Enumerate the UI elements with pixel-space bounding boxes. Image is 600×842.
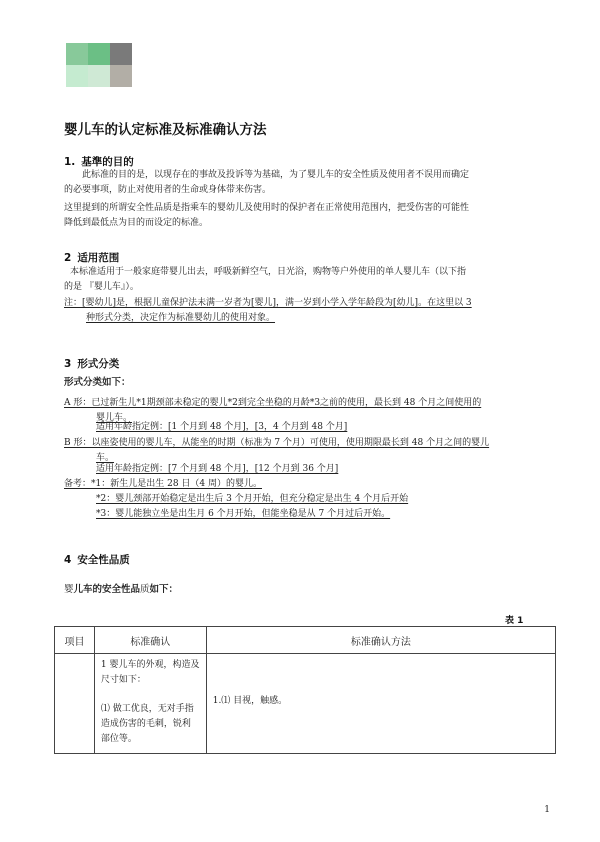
cell-method: 1.⑴ 目视，触感。 (206, 654, 555, 754)
s3-line: B 形：以座姿使用的婴儿车，从能坐的时期（标准为 7 个月）可使用，使用期限最长到 48 个月之间的婴儿 (64, 438, 490, 448)
header-item: 项目 (55, 627, 95, 654)
s3-line: A 形：已过新生儿*1期颈部未稳定的婴儿*2到完全坐稳的月龄*3之前的使用，最长到 48 个月之间使用的 (64, 398, 482, 408)
s1-line: 的必要事项，防止对使用者的生命或身体带来伤害。 (64, 185, 272, 195)
section-number: 4 (64, 554, 72, 566)
s3-line: *2：婴儿颈部开始稳定是出生后 3 个月开始，但充分稳定是出生 4 个月后开始 (96, 494, 409, 504)
s4-intro-part: 儿车的安全性品 (73, 584, 141, 595)
table-label: 表 1 (505, 616, 524, 626)
section-3-heading (64, 356, 119, 371)
s2-line: 的是 『婴儿车』）。 (64, 282, 139, 292)
s4-intro (64, 582, 178, 597)
section-title: 基準的目的 (81, 156, 134, 168)
logo-tile (110, 65, 132, 87)
logo-tile (66, 43, 88, 65)
s3-line: 车。 (96, 453, 115, 463)
section-number: 2 (64, 252, 72, 264)
header-criteria: 标准确认 (94, 627, 206, 654)
header-method: 标准确认方法 (206, 627, 555, 654)
s2-note: 种形式分类，决定作为标准婴幼儿的使用对象。 (86, 313, 276, 323)
section-number: 1. (64, 156, 76, 168)
cell-criteria (94, 654, 206, 754)
section-4-heading (64, 552, 130, 567)
table-header-row (55, 627, 556, 654)
s3-line: 备考：*1：新生儿是出生 28 日（4 周）的婴儿。 (64, 479, 262, 489)
s3-line: 适用年龄指定例：[7 个月到 48 个月]，[12 个月到 36 个月] (96, 464, 339, 474)
s1-line: 此标准的目的是，以现存在的事故及投诉等为基础，为了婴儿车的安全性质及使用者不误用而确定 (82, 170, 470, 180)
s4-intro-part: 如下： (149, 584, 179, 595)
s2-note: 注：[婴幼儿]是，根据儿童保护法未满一岁者为[婴儿]，满一岁到小学入学年龄段为[幼儿]。在这里以 3 (64, 298, 472, 308)
table-row (55, 654, 556, 754)
logo (66, 43, 132, 87)
s3-line: *3：婴儿能独立坐是出生月 6 个月开始，但能坐稳是从 7 个月过后开始。 (96, 509, 391, 519)
s2-line: 本标准适用于一般家庭带婴儿出去，呼吸新鲜空气，日光浴，购物等户外使用的单人婴儿车（以下指 (70, 267, 467, 277)
logo-tile (66, 65, 88, 87)
logo-tile (88, 65, 110, 87)
section-title: 安全性品质 (77, 554, 130, 566)
s4-intro-part: 婴 (64, 584, 74, 595)
criteria-text: ⑴ 做工优良，无对手指造成伤害的毛刺，锐利部位等。 (100, 704, 194, 744)
s3-line: 适用年龄指定例：[1 个月到 48 个月]，[3，4 个月到 48 个月] (96, 422, 348, 432)
section-title: 适用范围 (77, 252, 120, 264)
section-title: 形式分类 (77, 358, 120, 370)
section-2-heading (64, 250, 119, 265)
page-number: 1 (544, 805, 550, 815)
standards-table (54, 626, 556, 754)
cell-item (55, 654, 95, 754)
s1-line: 这里提到的所谓安全性品质是指乘车的婴幼儿及使用时的保护者在正常使用范围内，把受伤害的可能性 (64, 203, 470, 213)
criteria-text: 1 婴儿车的外观，构造及尺寸如下： (100, 660, 200, 685)
logo-tile (88, 43, 110, 65)
section-1-heading (64, 154, 134, 169)
document-title: 婴儿车的认定标准及标准确认方法 (64, 122, 267, 138)
s3-intro: 形式分类如下： (64, 377, 131, 388)
logo-tile (110, 43, 132, 65)
s4-intro-part: 质 (140, 584, 150, 595)
s1-line: 降低到最低点为目的而设定的标准。 (64, 218, 209, 228)
section-number: 3 (64, 358, 72, 370)
s3-line: 婴儿车。 (96, 413, 133, 423)
